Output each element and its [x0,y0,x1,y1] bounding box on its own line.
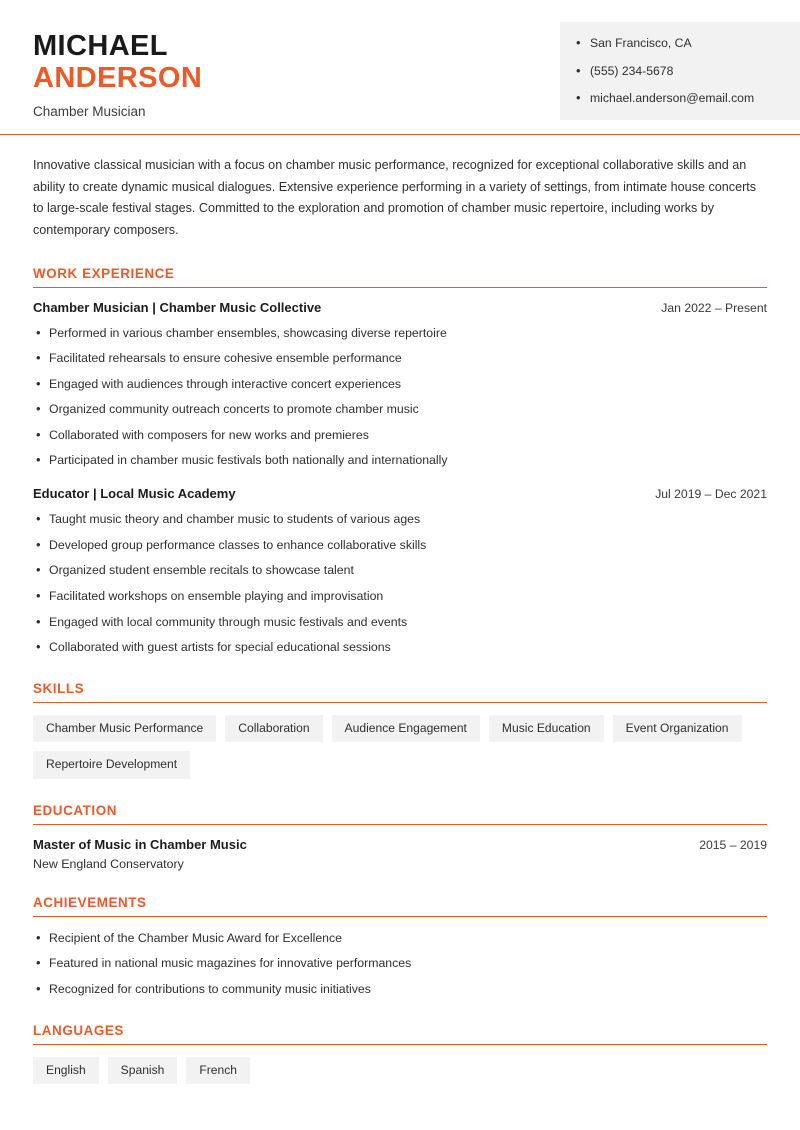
job-title: Chamber Musician [33,103,146,119]
header-divider [0,134,800,135]
job-entry [33,486,767,657]
skill-tag: Music Education [489,715,604,742]
job-header [33,300,767,315]
job-dates: Jan 2022 – Present [661,300,767,315]
section-title-work-experience: WORK EXPERIENCE [33,265,175,281]
skill-tag: Repertoire Development [33,751,190,778]
achievement-item: • Featured in national music magazines for innovative performances [33,954,767,973]
section-achievements [33,895,767,999]
job-bullets [33,324,767,471]
section-languages [33,1023,767,1084]
job-header [33,486,767,501]
language-tag: French [186,1057,250,1084]
first-name: MICHAEL [33,30,168,62]
job-bullet: • Facilitated rehearsals to ensure cohesive ensemble performance [33,349,767,368]
skill-tag: Collaboration [225,715,322,742]
job-bullets [33,510,767,657]
education-header [33,837,767,852]
section-education [33,803,767,871]
skill-tag: Chamber Music Performance [33,715,216,742]
contact-phone: • (555) 234-5678 [576,64,784,79]
section-title-achievements: ACHIEVEMENTS [33,894,147,910]
job-bullet: • Collaborated with composers for new works and premieres [33,426,767,445]
job-bullet: • Engaged with local community through music festivals and events [33,613,767,632]
section-title-skills: SKILLS [33,681,85,697]
section-title-languages: LANGUAGES [33,1022,124,1038]
contact-email: • michael.anderson@email.com [576,91,784,106]
education-dates: 2015 – 2019 [699,837,767,852]
job-entry [33,300,767,471]
resume-body [0,155,800,1084]
job-role: Educator | Local Music Academy [33,486,236,502]
achievement-item: • Recognized for contributions to community music initiatives [33,980,767,999]
education-degree: Master of Music in Chamber Music [33,836,247,852]
education-school: New England Conservatory [33,856,184,871]
section-divider [33,824,767,825]
education-entry [33,837,767,871]
section-divider [33,702,767,703]
job-bullet: • Engaged with audiences through interactive concert experiences [33,375,767,394]
professional-summary: Innovative classical musician with a focus on chamber music performance, recognized for exceptional collaborative skills and an ability to create dynamic musical dialogues. Extensive experience performing in a variety of settings, from intimate house concerts to large-scale festival stages. Committed to the exploration and promotion of chamber music repertoire, including works by contemporary composers. [33,157,757,237]
contact-list [576,36,784,106]
job-bullet: • Participated in chamber music festivals both nationally and internationally [33,451,767,470]
skill-tag: Event Organization [613,715,742,742]
language-tag: Spanish [108,1057,178,1084]
job-bullet: • Facilitated workshops on ensemble playing and improvisation [33,587,767,606]
contact-panel [560,22,800,120]
section-title-education: EDUCATION [33,802,118,818]
section-work-experience [33,266,767,658]
section-divider [33,287,767,288]
job-dates: Jul 2019 – Dec 2021 [655,487,767,502]
language-tag: English [33,1057,99,1084]
skill-tag: Audience Engagement [332,715,480,742]
achievements-list [33,929,767,999]
job-bullet: • Taught music theory and chamber music to students of various ages [33,510,767,529]
skills-tag-list [33,715,767,779]
last-name: ANDERSON [33,62,203,95]
resume-header [0,0,800,120]
achievement-item: • Recipient of the Chamber Music Award for Excellence [33,929,767,948]
job-bullet: • Performed in various chamber ensembles, showcasing diverse repertoire [33,324,767,343]
job-bullet: • Organized community outreach concerts to promote chamber music [33,400,767,419]
contact-location: • San Francisco, CA [576,36,784,51]
languages-tag-list [33,1057,767,1084]
job-bullet: • Organized student ensemble recitals to showcase talent [33,561,767,580]
section-divider [33,916,767,917]
job-bullet: • Developed group performance classes to enhance collaborative skills [33,536,767,555]
job-bullet: • Collaborated with guest artists for special educational sessions [33,638,767,657]
job-role: Chamber Musician | Chamber Music Collective [33,299,322,315]
identity-block [0,22,202,119]
section-skills [33,681,767,779]
section-divider [33,1044,767,1045]
